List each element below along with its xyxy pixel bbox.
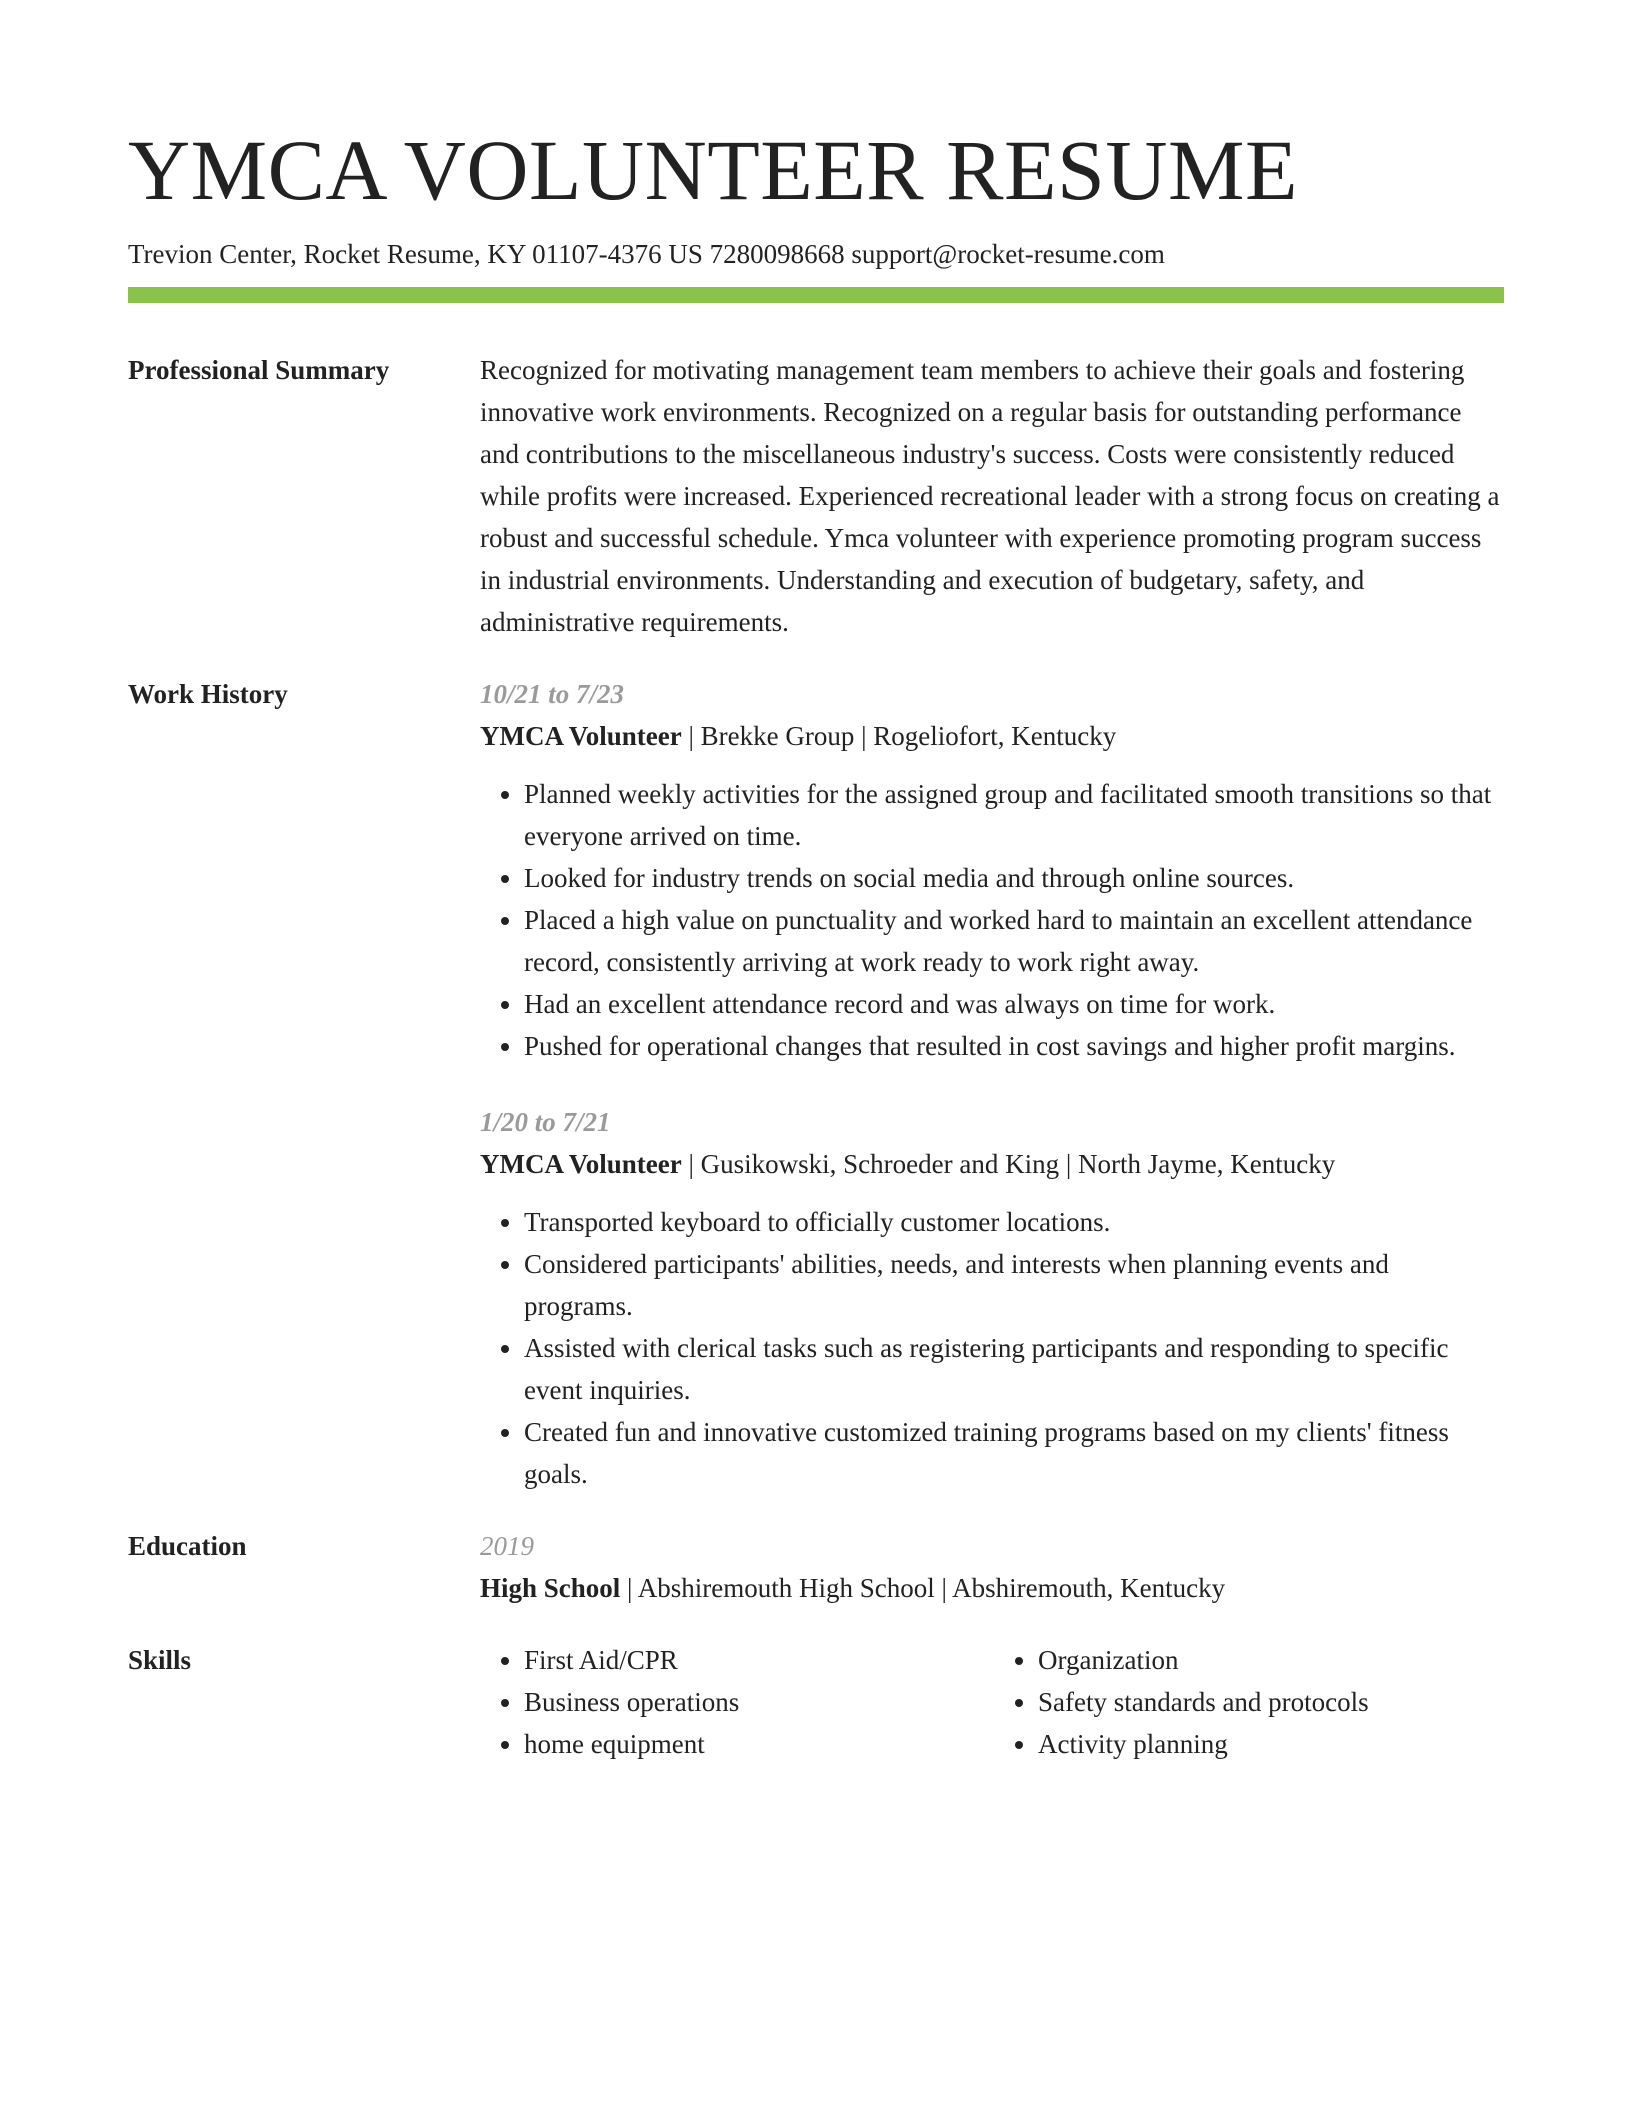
summary-text: Recognized for motivating management team members to achieve their goals and fostering innovative work environments. Recognized on a regular basis for outstanding performance and contributions to the miscellaneous industry's success. Costs were consistently reduced while profits were increased. Experienced recreational leader with a strong focus on creating a robust and successful schedule. Ymca volunteer with experience promoting program success in industrial environments. Understanding and execution of budgetary, safety, and administrative requirements.	[480, 355, 1500, 637]
job-bullets	[480, 773, 1504, 1067]
skills-columns	[480, 1639, 1504, 1765]
job-entry	[480, 1101, 1504, 1495]
accent-divider	[128, 287, 1504, 303]
list-item: • home equipment	[524, 1723, 984, 1765]
education-year: 2019	[480, 1531, 534, 1561]
list-item: • Looked for industry trends on social media and through online sources.	[524, 857, 1504, 899]
job-dates: 10/21 to 7/23	[480, 679, 625, 709]
skills-list-left	[480, 1639, 984, 1765]
summary-section	[128, 349, 1504, 643]
list-item: • Created fun and innovative customized training programs based on my clients' fitness goals.	[524, 1411, 1504, 1495]
list-item: • Considered participants' abilities, needs, and interests when planning events and programs.	[524, 1243, 1504, 1327]
section-label-work-history: Work History	[128, 679, 288, 709]
resume-page	[128, 118, 1504, 1765]
education-details: | Abshiremouth High School | Abshiremouth, Kentucky	[620, 1573, 1226, 1603]
job-role: YMCA Volunteer	[480, 721, 682, 751]
list-item: • Had an excellent attendance record and was always on time for work.	[524, 983, 1504, 1025]
section-label-skills: Skills	[128, 1645, 192, 1675]
job-role: YMCA Volunteer	[480, 1149, 682, 1179]
education-line	[480, 1567, 1504, 1609]
list-item: • Placed a high value on punctuality and worked hard to maintain an excellent attendance record, consistently arriving at work ready to work right away.	[524, 899, 1504, 983]
section-label-education: Education	[128, 1531, 247, 1561]
education-section	[128, 1525, 1504, 1609]
education-degree: High School	[480, 1573, 621, 1603]
contact-line: Trevion Center, Rocket Resume, KY 01107-4376 US 7280098668 support@rocket-resume.com	[128, 239, 1165, 269]
list-item: • Safety standards and protocols	[1038, 1681, 1498, 1723]
work-history-section	[128, 673, 1504, 1495]
skills-section	[128, 1639, 1504, 1765]
list-item: • Organization	[1038, 1639, 1498, 1681]
resume-title: YMCA VOLUNTEER RESUME	[128, 122, 1298, 218]
skills-list-right	[994, 1639, 1498, 1765]
list-item: • First Aid/CPR	[524, 1639, 984, 1681]
list-item: • Planned weekly activities for the assigned group and facilitated smooth transitions so that everyone arrived on time.	[524, 773, 1504, 857]
job-entry	[480, 673, 1504, 1067]
list-item: • Pushed for operational changes that resulted in cost savings and higher profit margins.	[524, 1025, 1504, 1067]
job-bullets	[480, 1201, 1504, 1495]
list-item: • Activity planning	[1038, 1723, 1498, 1765]
job-details: | Gusikowski, Schroeder and King | North Jayme, Kentucky	[681, 1149, 1336, 1179]
list-item: • Transported keyboard to officially customer locations.	[524, 1201, 1504, 1243]
list-item: • Business operations	[524, 1681, 984, 1723]
job-details: | Brekke Group | Rogeliofort, Kentucky	[681, 721, 1117, 751]
section-label-summary: Professional Summary	[128, 355, 390, 385]
job-dates: 1/20 to 7/21	[480, 1107, 611, 1137]
job-title-line	[480, 715, 1504, 757]
job-title-line	[480, 1143, 1504, 1185]
list-item: • Assisted with clerical tasks such as registering participants and responding to specific event inquiries.	[524, 1327, 1504, 1411]
